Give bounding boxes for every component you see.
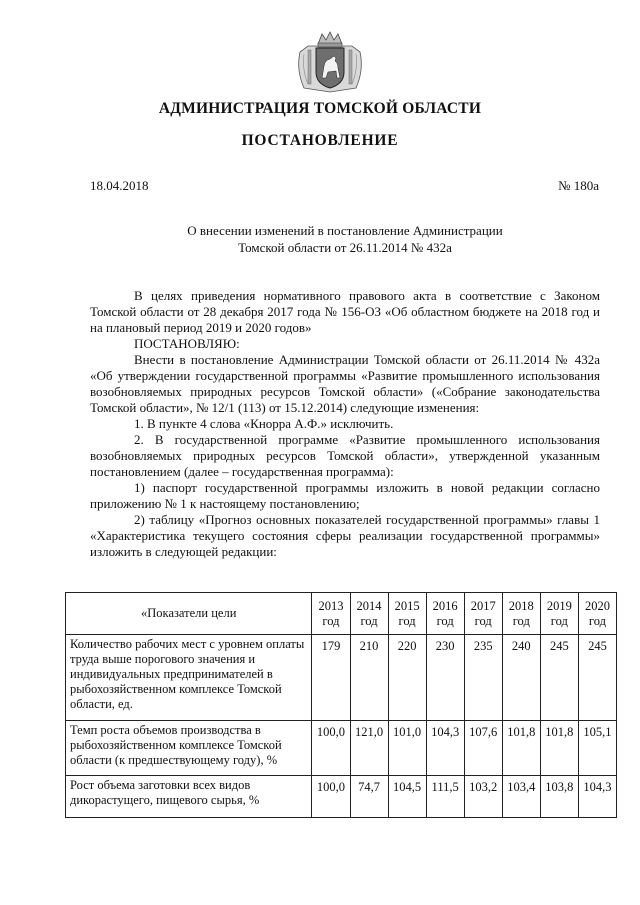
header-year: 2014 год (350, 593, 388, 635)
indicator-value: 235 (464, 635, 502, 721)
indicator-name: Темп роста объемов производства в рыбохозяйственном комплексе Томской области (к предшествующему году), % (66, 721, 312, 776)
table-row (66, 776, 617, 818)
indicator-value: 100,0 (312, 721, 350, 776)
item-2-paragraph: 2. В государственной программе «Развитие промышленного использования возобновляемых природных ресурсов Томской области», утвержденной указанным постановлением (далее – государственная программа): (90, 432, 600, 479)
indicator-value: 103,8 (540, 776, 578, 818)
subitem-1-paragraph: 1) паспорт государственной программы изложить в новой редакции согласно приложению № 1 к настоящему постановлению; (90, 480, 600, 511)
document-type: ПОСТАНОВЛЕНИЕ (241, 132, 399, 149)
indicator-value: 245 (540, 635, 578, 721)
indicators-table (65, 592, 617, 818)
document-body (90, 288, 600, 560)
header-year: 2017 год (464, 593, 502, 635)
item-1-paragraph: 1. В пункте 4 слова «Кнорра А.Ф.» исключить. (134, 416, 394, 431)
table-row (66, 635, 617, 721)
indicator-value: 101,8 (502, 721, 540, 776)
indicator-value: 101,8 (540, 721, 578, 776)
resolve-heading: ПОСТАНОВЛЯЮ: (134, 336, 240, 351)
organization-title: АДМИНИСТРАЦИЯ ТОМСКОЙ ОБЛАСТИ (158, 100, 482, 117)
document-number: № 180а (558, 178, 599, 193)
header-indicator-label: «Показатели цели (66, 593, 312, 635)
header-year: 2018 год (502, 593, 540, 635)
indicator-value: 230 (426, 635, 464, 721)
indicator-value: 103,4 (502, 776, 540, 818)
document-date: 18.04.2018 (90, 178, 149, 193)
coat-of-arms-icon (294, 30, 366, 96)
indicator-value: 107,6 (464, 721, 502, 776)
header-year: 2016 год (426, 593, 464, 635)
indicator-value: 179 (312, 635, 350, 721)
header-year: 2015 год (388, 593, 426, 635)
amendment-intro-paragraph: Внести в постановление Администрации Томской области от 26.11.2014 № 432а «Об утверждении государственной программы «Развитие промышленного использования возобновляемых природных ресурсов Томской области» («Собрание законодательства Томской области», № 12/1 (113) от 15.12.2014) следующие изменения: (90, 352, 600, 415)
table-header-row (66, 593, 617, 635)
indicator-value: 121,0 (350, 721, 388, 776)
subitem-2-paragraph: 2) таблицу «Прогноз основных показателей государственной программы» главы 1 «Характеристика текущего состояния сферы реализации государственной программы» изложить в следующей редакции: (90, 512, 600, 559)
indicator-value: 101,0 (388, 721, 426, 776)
indicator-value: 210 (350, 635, 388, 721)
indicator-value: 104,3 (426, 721, 464, 776)
table-row (66, 721, 617, 776)
subject-line-2: Томской области от 26.11.2014 № 432а (238, 240, 452, 255)
header-year: 2013 год (312, 593, 350, 635)
indicator-value: 240 (502, 635, 540, 721)
indicator-value: 74,7 (350, 776, 388, 818)
indicator-value: 104,5 (388, 776, 426, 818)
indicator-value: 104,3 (578, 776, 616, 818)
indicator-name: Рост объема заготовки всех видов дикорастущего, пищевого сырья, % (66, 776, 312, 818)
header-year: 2019 год (540, 593, 578, 635)
preamble-paragraph: В целях приведения нормативного правового акта в соответствие с Законом Томской области от 28 декабря 2017 года № 156-ОЗ «Об областном бюджете на 2018 год и на плановый период 2019 и 2020 годов» (90, 288, 600, 335)
indicator-value: 220 (388, 635, 426, 721)
indicator-value: 245 (578, 635, 616, 721)
indicator-name: Количество рабочих мест с уровнем оплаты труда выше порогового значения и индивидуальных предпринимателей в рыбохозяйственном комплексе Томской области, ед. (66, 635, 312, 721)
indicator-value: 105,1 (578, 721, 616, 776)
indicator-value: 103,2 (464, 776, 502, 818)
indicator-value: 111,5 (426, 776, 464, 818)
document-subject (90, 222, 600, 256)
subject-line-1: О внесении изменений в постановление Администрации (187, 223, 503, 238)
indicator-value: 100,0 (312, 776, 350, 818)
header-year: 2020 год (578, 593, 616, 635)
